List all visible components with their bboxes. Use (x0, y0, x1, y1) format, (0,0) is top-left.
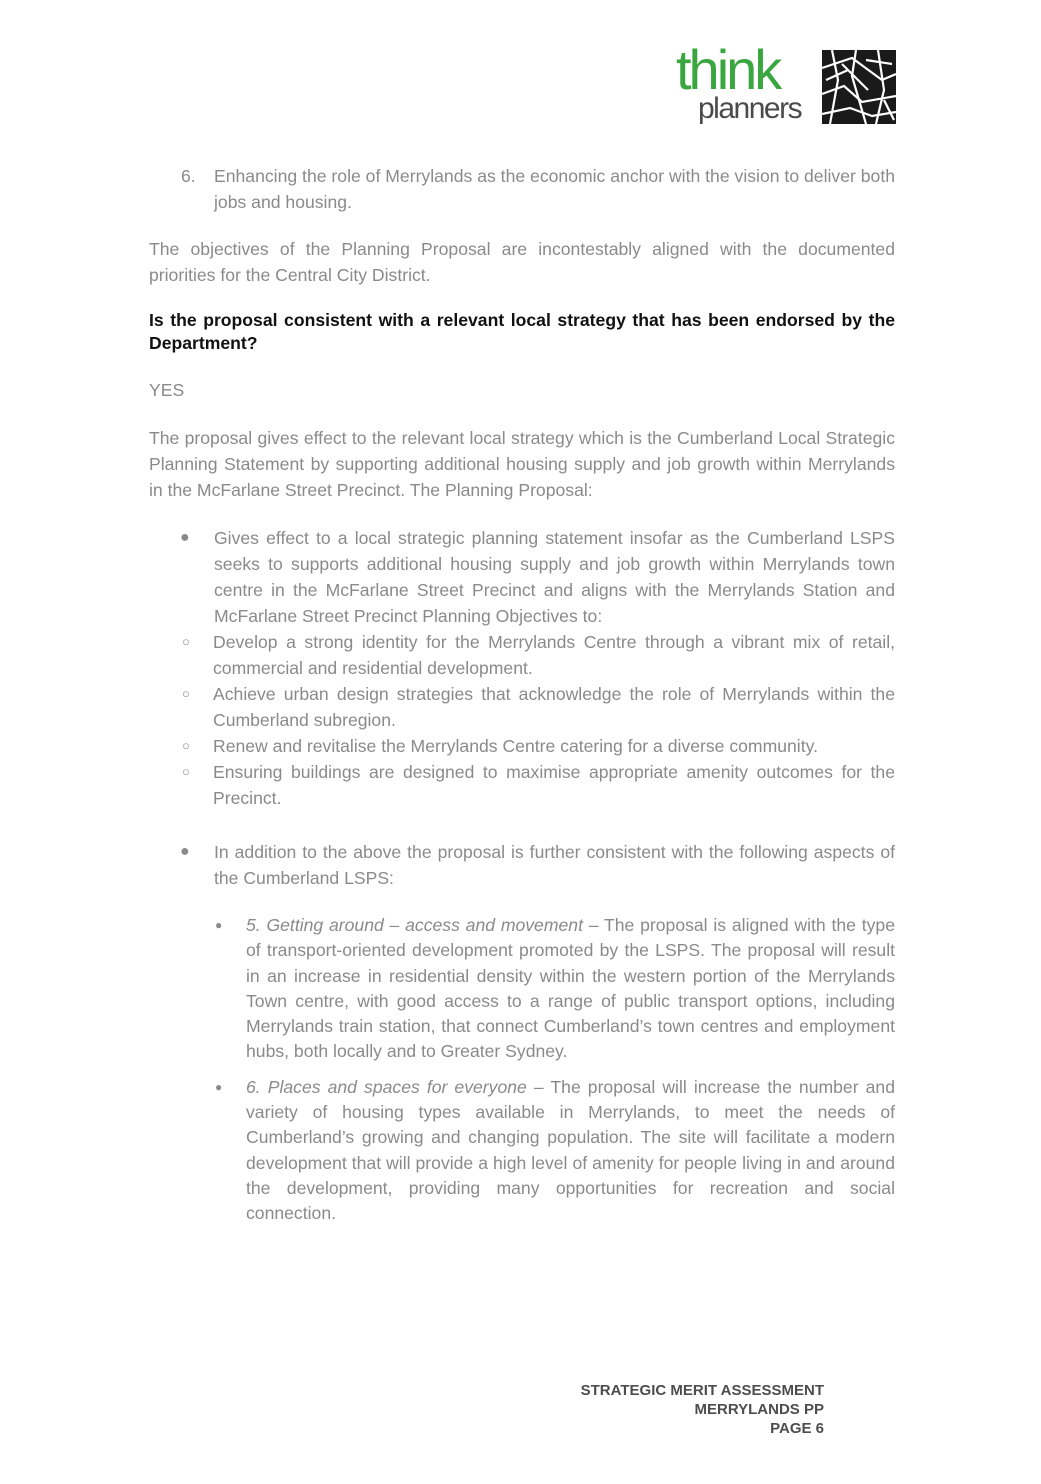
footer-title: STRATEGIC MERIT ASSESSMENT (580, 1382, 824, 1399)
map-grid-icon (822, 50, 896, 124)
list-item: ○ Renew and revitalise the Merrylands Centre catering for a diverse community. (149, 733, 895, 759)
list-item-text: Enhancing the role of Merrylands as the economic anchor with the vision to deliver both jobs and housing. (214, 166, 895, 212)
bullet-dot-icon: ● (215, 918, 223, 932)
aspect-text: – The proposal will increase the number and variety of housing types available in Merrylands, to meet the needs of Cumberland’s growing and changing population. The site will facilitate a modern development that will provide a high level of amenity for people living in and around the development, providing many opportunities for recreation and social connection. (246, 1076, 895, 1224)
think-planners-logo (676, 38, 898, 130)
page-number: PAGE 6 (770, 1420, 824, 1437)
bullet-text: Gives effect to a local strategic planning statement insofar as the Cumberland LSPS seeks to supports additional housing supply and job growth within Merrylands town centre in the McFarlane Street Precinct and aligns with the Merrylands Station and McFarlane Street Precinct Planning Objectives to: (214, 528, 895, 626)
circle-bullet-icon: ○ (182, 764, 190, 779)
bullet-item-lsps (149, 525, 895, 629)
aspect-text: – The proposal is aligned with the type of transport-oriented development promoted by the LSPS. The proposal will result in an increase in residential density within the western portion of the Merrylands Town centre, with good access to a range of public transport options, including Merrylands train station, that connect Cumberland’s town centres and employment hubs, both locally and to Greater Sydney. (246, 915, 895, 1062)
paragraph-effect: The proposal gives effect to the relevant local strategy which is the Cumberland Local Strategic Planning Statement by supporting additional housing supply and job growth within Merrylands in the McFarlane Street Precinct. The Planning Proposal: (149, 428, 895, 500)
list-number: 6. (181, 166, 196, 186)
lsps-aspects-sublist (149, 913, 895, 1227)
document-body (149, 163, 895, 1227)
bullet-text: In addition to the above the proposal is further consistent with the following aspects of the Cumberland LSPS: (214, 842, 895, 888)
aspect-title: 6. Places and spaces for everyone (246, 1076, 527, 1097)
list-item: ○ Achieve urban design strategies that acknowledge the role of Merrylands within the Cumberland subregion. (149, 681, 895, 733)
list-item (149, 913, 895, 1065)
bullet-item-additional (149, 839, 895, 891)
bullet-dot-icon: ● (180, 843, 190, 860)
aspect-title: 5. Getting around – access and movement (246, 915, 583, 935)
circle-bullet-icon: ○ (182, 738, 190, 753)
page-footer (581, 1381, 824, 1438)
bullet-dot-icon: ● (215, 1079, 223, 1094)
numbered-item-6 (149, 163, 895, 215)
circle-bullet-icon: ○ (182, 634, 190, 649)
list-item: ○ Ensuring buildings are designed to maximise appropriate amenity outcomes for the Precinct. (149, 759, 895, 811)
objectives-sublist (149, 629, 895, 811)
paragraph-objectives: The objectives of the Planning Proposal are incontestably aligned with the documented priorities for the Central City District. (149, 239, 895, 285)
list-item: ○ Develop a strong identity for the Merrylands Centre through a vibrant mix of retail, commercial and residential development. (149, 629, 895, 681)
answer-text: YES (149, 380, 185, 400)
bullet-dot-icon: ● (180, 529, 190, 546)
question-heading: Is the proposal consistent with a relevant local strategy that has been endorsed by the Department? (149, 310, 895, 353)
list-item (149, 1075, 895, 1227)
logo-planners-text: planners (698, 92, 802, 125)
circle-bullet-icon: ○ (182, 686, 190, 701)
logo-think-text: think (676, 38, 780, 101)
footer-project: MERRYLANDS PP (694, 1401, 824, 1418)
